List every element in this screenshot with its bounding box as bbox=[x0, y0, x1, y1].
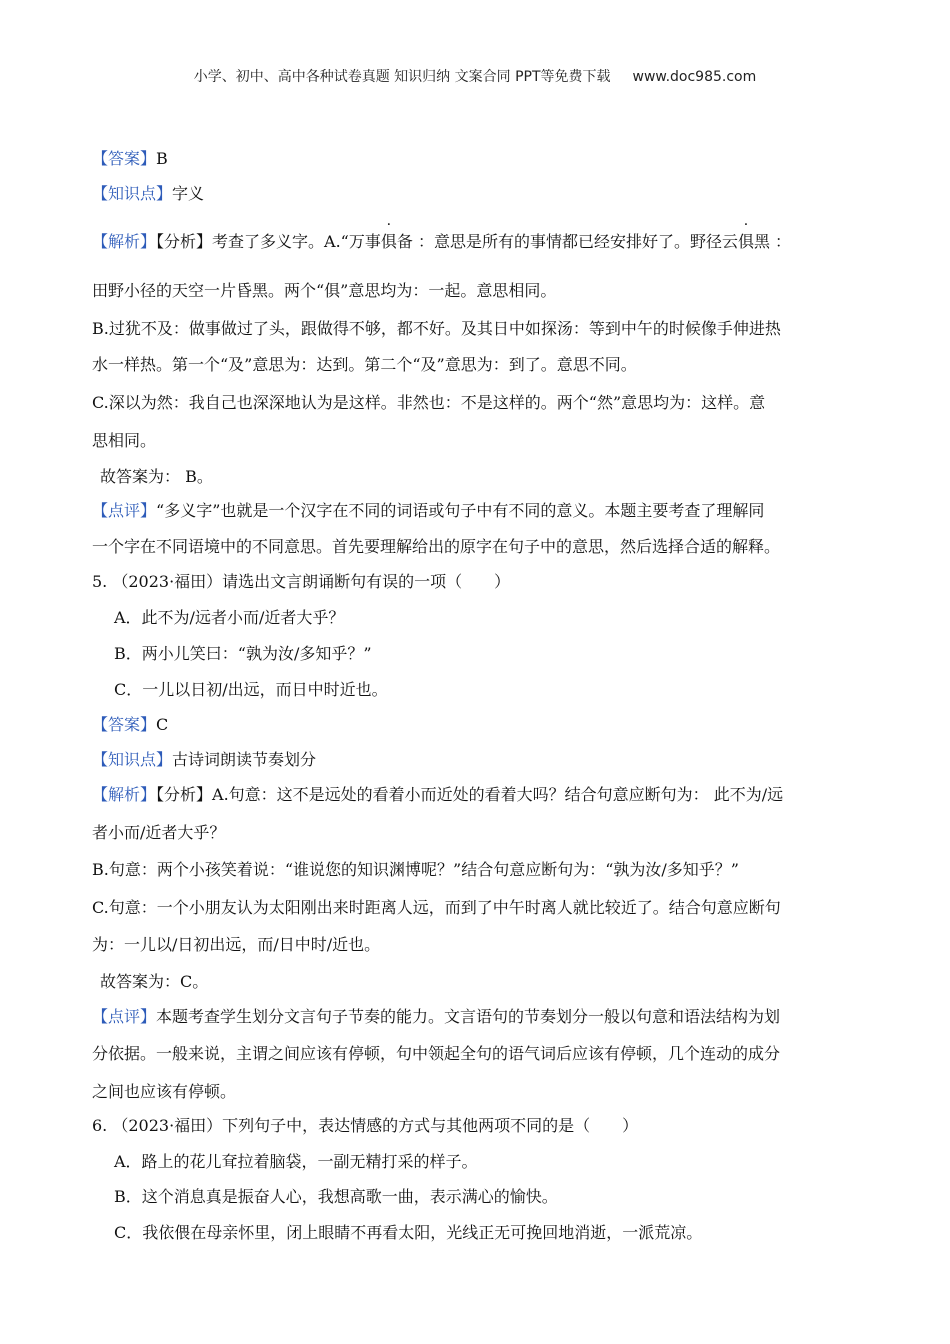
q6-option-a: A．路上的花儿耷拉着脑袋，一副无精打采的样子。 bbox=[114, 1152, 478, 1171]
q6-option-b: B．这个消息真是振奋人心，我想高歌一曲，表示满心的愉快。 bbox=[114, 1187, 558, 1206]
comment-text: 本题考查学生划分文言句子节奏的能力。文言语句的节奏划分一般以句意和语法结构为划 bbox=[156, 1007, 781, 1026]
analysis-text: 【分析】考查了多义字。A.“万事 bbox=[156, 232, 381, 251]
analysis-tag: 【解析】 bbox=[92, 785, 157, 804]
analysis-text: 【分析】A.句意：这不是远处的看着小而近处的看着大吗？结合句意应断句为： 此不为/远 bbox=[156, 785, 784, 804]
q6-option-c: C．我依偎在母亲怀里，闭上眼睛不再看太阳，光线正无可挽回地消逝，一派荒凉。 bbox=[114, 1223, 703, 1242]
header-site-link[interactable]: www.doc985.com bbox=[632, 69, 757, 85]
q5-option-a: A．此不为/远者小而/近者大乎？ bbox=[114, 608, 345, 627]
knowledge-value: 古诗词朗读节奏划分 bbox=[172, 750, 317, 769]
q5-analysis-line-2: 者小而/近者大乎？ bbox=[92, 823, 226, 842]
q5-option-b: B．两小儿笑曰：“孰为汝/多知乎？” bbox=[114, 644, 372, 663]
comment-tag: 【点评】 bbox=[92, 501, 157, 520]
q4-analysis-line-3: B.过犹不及：做事做过了头，跟做得不够，都不好。及其日中如探汤：等到中午的时候像手伸进热 bbox=[92, 319, 781, 338]
q5-answer-line bbox=[92, 712, 168, 735]
comment-tag: 【点评】 bbox=[92, 1007, 157, 1026]
q5-comment-line-3: 之间也应该有停顿。 bbox=[92, 1082, 237, 1101]
q4-conclusion: 故答案为： B。 bbox=[100, 467, 213, 486]
q5-analysis-line-1 bbox=[92, 782, 783, 805]
q4-knowledge-line bbox=[92, 181, 204, 204]
answer-tag: 【答案】 bbox=[92, 149, 157, 168]
q5-analysis-line-5: 为：一儿以/日初出远，而/日中时/近也。 bbox=[92, 935, 381, 954]
q4-analysis-line-4: 水一样热。第一个“及”意思为：达到。第二个“及”意思为：到了。意思不同。 bbox=[92, 355, 637, 374]
q4-analysis-line-6: 思相同。 bbox=[92, 431, 157, 450]
analysis-tag: 【解析】 bbox=[92, 232, 157, 251]
comment-text: “多义字”也就是一个汉字在不同的词语或句子中有不同的意义。本题主要考查了理解同 bbox=[156, 501, 765, 520]
q4-comment-line-1 bbox=[92, 498, 764, 521]
q4-analysis-line-5: C.深以为然：我自己也深深地认为是这样。非然也：不是这样的。两个“然”意思均为：这样。意 bbox=[92, 393, 766, 412]
q5-stem: 5. （2023·福田）请选出文言朗诵断句有误的一项（ ） bbox=[92, 572, 511, 591]
q5-knowledge-line bbox=[92, 747, 316, 770]
q4-analysis-line-2: 田野小径的天空一片昏黑。两个“俱”意思均为：一起。意思相同。 bbox=[92, 281, 557, 300]
analysis-text: 备 ：意思是所有的事情都已经安排好了。野径云 bbox=[396, 232, 738, 251]
q5-analysis-line-4: C.句意：一个小朋友认为太阳刚出来时距离人远，而到了中午时离人就比较近了。结合句意应断句 bbox=[92, 898, 781, 917]
q5-comment-line-1 bbox=[92, 1004, 780, 1027]
knowledge-tag: 【知识点】 bbox=[92, 750, 173, 769]
header-text: 小学、初中、高中各种试卷真题 知识归纳 文案合同 PPT等免费下载 bbox=[193, 69, 611, 85]
q5-conclusion: 故答案为：C。 bbox=[100, 972, 209, 991]
analysis-text: 黑 ： bbox=[753, 232, 792, 251]
q5-comment-line-2: 分依据。一般来说，主谓之间应该有停顿，句中领起全句的语气词后应该有停顿，几个连动的成分 bbox=[92, 1044, 781, 1063]
q4-analysis-line-1 bbox=[92, 229, 791, 252]
emphasis-char: 俱 bbox=[380, 232, 397, 251]
emphasis-char: 俱 bbox=[737, 232, 754, 251]
answer-value: C bbox=[156, 715, 169, 734]
knowledge-tag: 【知识点】 bbox=[92, 184, 173, 203]
answer-value: B bbox=[156, 149, 168, 168]
answer-tag: 【答案】 bbox=[92, 715, 157, 734]
q6-stem: 6. （2023·福田）下列句子中，表达情感的方式与其他两项不同的是（ ） bbox=[92, 1116, 639, 1135]
q5-analysis-line-3: B.句意：两个小孩笑着说：“谁说您的知识渊博呢？”结合句意应断句为：“孰为汝/多知乎？” bbox=[92, 860, 739, 879]
knowledge-value: 字义 bbox=[172, 184, 205, 203]
q4-comment-line-2: 一个字在不同语境中的不同意思。首先要理解给出的原字在句子中的意思，然后选择合适的解释。 bbox=[92, 537, 781, 556]
q5-option-c: C．一儿以日初/出远，而日中时近也。 bbox=[114, 680, 388, 699]
page-header bbox=[0, 66, 950, 86]
q4-answer-line bbox=[92, 146, 168, 169]
